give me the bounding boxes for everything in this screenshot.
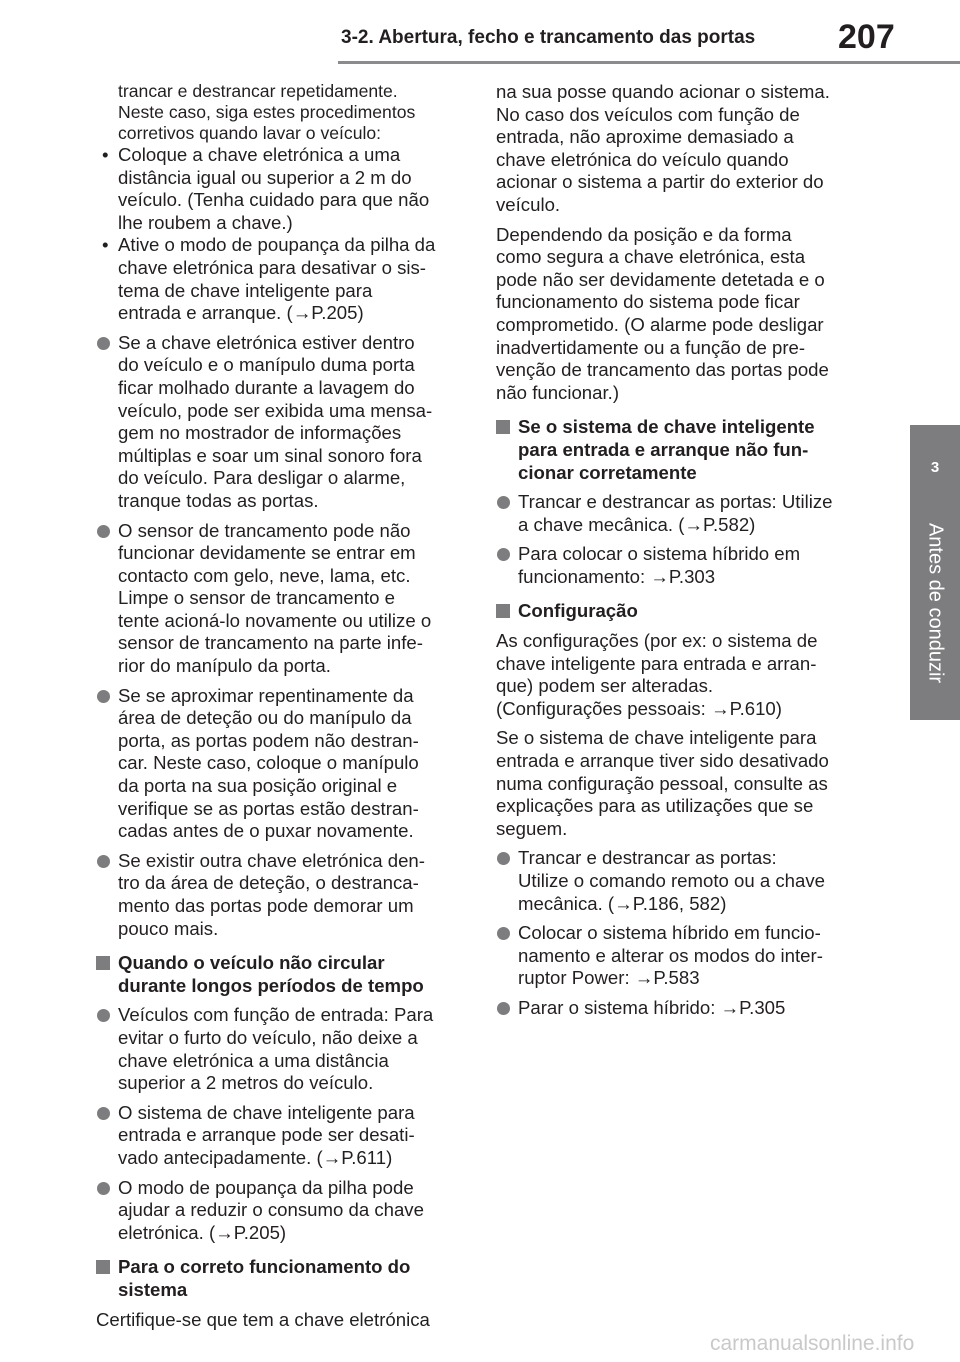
section-heading-line: Se o sistema de chave inteligente [518, 416, 815, 438]
bullet-item-line: Limpe o sensor de trancamento e [118, 587, 395, 609]
body-paragraph-line: numa configuração pessoal, consulte as [496, 772, 828, 794]
intro-paragraph-line: corretivos quando lavar o veículo: [118, 123, 382, 143]
body-paragraph-line: como segura a chave eletrónica, esta [496, 246, 806, 268]
bullet-item-line: tente acioná-lo novamente ou utilize o [118, 609, 432, 631]
bullet-item-line: Parar o sistema híbrido: →P.305 [518, 996, 786, 1018]
bullet-item-line: funcionamento: →P.303 [518, 565, 716, 587]
body-paragraph-line: Se o sistema de chave inteligente para [496, 727, 817, 749]
chapter-number: 3 [930, 459, 940, 476]
body-paragraph-line: entrada, não aproxime demasiado a [496, 126, 794, 148]
bullet-item-line: mento das portas pode demorar um [118, 895, 414, 916]
bullet-item [96, 332, 468, 513]
body-paragraph-line: seguem. [496, 817, 568, 839]
bullet-item-line: do veículo. Para desligar o alarme, [118, 467, 406, 489]
intro-paragraph-line: trancar e destrancar repetidamente. [118, 81, 398, 101]
bullet-item-line: rior do manípulo da porta. [118, 655, 331, 677]
body-paragraph-line: veículo. [496, 193, 561, 215]
bullet-item-line: namento e alterar os modos do inter- [518, 944, 823, 966]
bullet-item-line: Veículos com função de entrada: Para [118, 1004, 434, 1026]
bullet-item-line: O sensor de trancamento pode não [118, 519, 411, 541]
bullet-item-line: mecânica. (→P.186, 582) [518, 892, 727, 914]
page-number: 207 [838, 18, 895, 56]
bullet-item-line: do veículo e o manípulo duma porta [118, 354, 415, 376]
section-heading-line: Quando o veículo não circular [118, 952, 385, 974]
bullet-item-line: verifique se as portas estão destran- [118, 797, 419, 819]
sub-bullet-line: chave eletrónica para desativar o sis- [118, 256, 426, 278]
bullet-item [496, 922, 868, 990]
body-paragraph-line: acionar o sistema a partir do exterior do [496, 171, 824, 193]
bullet-item [96, 850, 468, 940]
bullet-item-line: evitar o furto do veículo, não deixe a [118, 1026, 418, 1048]
bullet-item-line: tranque todas as portas. [118, 489, 319, 511]
bullet-item-line: área de deteção ou do manípulo da [118, 707, 412, 729]
sub-bullet-line: entrada e arranque. (→P.205) [118, 302, 364, 324]
bullet-item-line: Para colocar o sistema híbrido em [518, 543, 801, 565]
section-heading-line: para entrada e arranque não fun- [518, 438, 809, 460]
sub-bullet-item [96, 234, 468, 324]
header-rule [338, 61, 960, 64]
sub-bullet-line: veículo. (Tenha cuidado para que não [118, 189, 430, 211]
sub-bullet-dot: • [102, 234, 109, 256]
body-paragraph-line: (Configurações pessoais: →P.610) [496, 697, 782, 719]
section-heading [496, 600, 868, 623]
body-paragraph-line: comprometido. (O alarme pode desligar [496, 313, 824, 335]
bullet-item [96, 685, 468, 843]
section-heading [496, 416, 868, 484]
section-heading-line: Para o correto funcionamento do [118, 1256, 411, 1278]
chapter-label: Antes de conduzir [924, 522, 947, 684]
bullet-item-line: veículo, pode ser exibida uma mensa- [118, 399, 433, 421]
body-paragraph-line: explicações para as utilizações que se [496, 795, 814, 817]
body-paragraph [496, 81, 868, 217]
bullet-item [496, 847, 868, 915]
bullet-item-line: Trancar e destrancar as portas: Utilize [518, 491, 833, 513]
bullet-item [496, 543, 868, 588]
bullet-item-line: Utilize o comando remoto ou a chave [518, 870, 825, 891]
bullet-item-line: pouco mais. [118, 917, 219, 939]
intro-paragraph-line: Neste caso, siga estes procedimentos [118, 102, 416, 122]
bullet-item [96, 1004, 468, 1094]
bullet-item-line: múltiplas e soar um sinal sonoro fora [118, 444, 422, 466]
bullet-item [96, 1177, 468, 1245]
bullet-item-line: entrada e arranque pode ser desati- [118, 1124, 415, 1146]
body-paragraph-line: entrada e arranque tiver sido desativado [496, 750, 829, 772]
body-paragraph [496, 630, 868, 720]
body-paragraph [496, 224, 868, 405]
section-heading-line: durante longos períodos de tempo [118, 974, 424, 996]
bullet-item-line: contacto com gelo, neve, lama, etc. [118, 564, 411, 586]
body-paragraph-line: chave inteligente para entrada e arran- [496, 652, 817, 674]
body-paragraph [96, 1309, 468, 1332]
bullet-item-line: ficar molhado durante a lavagem do [118, 376, 415, 398]
sub-bullet-line: tema de chave inteligente para [118, 279, 373, 301]
bullet-item-line: tro da área de deteção, o destranca- [118, 872, 419, 894]
bullet-item-line: Se a chave eletrónica estiver dentro [118, 331, 415, 353]
watermark: carmanualsonline.info [710, 1332, 915, 1355]
body-paragraph [496, 727, 868, 840]
bullet-item-line: Se existir outra chave eletrónica den- [118, 849, 425, 871]
bullet-item-line: ruptor Power: →P.583 [518, 967, 700, 989]
bullet-item [496, 491, 868, 536]
bullet-item-line: O modo de poupança da pilha pode [118, 1176, 414, 1198]
bullet-item-line: gem no mostrador de informações [118, 422, 402, 444]
sub-bullet-line [96, 234, 468, 257]
bullet-item-line: car. Neste caso, coloque o manípulo [118, 752, 419, 774]
section-heading [96, 1256, 468, 1301]
bullet-item-line: sensor de trancamento na parte infe- [118, 632, 423, 654]
body-paragraph-line: Dependendo da posição e da forma [496, 223, 792, 245]
bullet-item-line: vado antecipadamente. (→P.611) [118, 1146, 393, 1168]
bullet-item [496, 997, 868, 1020]
section-heading-line: cionar corretamente [518, 461, 697, 483]
sub-bullet-dot: • [102, 144, 109, 165]
body-paragraph-line: na sua posse quando acionar o sistema. [496, 81, 830, 102]
bullet-item-line: O sistema de chave inteligente para [118, 1101, 415, 1123]
bullet-item [96, 1102, 468, 1170]
body-paragraph-line: venção de trancamento das portas pode [496, 359, 829, 381]
body-paragraph-line: que) podem ser alteradas. [496, 675, 714, 697]
body-paragraph-line: No caso dos veículos com função de [496, 103, 800, 125]
body-paragraph-line: não funcionar.) [496, 381, 620, 403]
bullet-item-line: eletrónica. (→P.205) [118, 1221, 287, 1243]
sub-bullet-text: Ative o modo de poupança da pilha da [118, 234, 436, 256]
body-paragraph-line: Certifique-se que tem a chave eletrónica [96, 1308, 430, 1330]
bullet-item-line: cadas antes de o puxar novamente. [118, 820, 414, 842]
section-heading-line: sistema [118, 1278, 188, 1300]
body-paragraph-line: chave eletrónica do veículo quando [496, 148, 789, 170]
left-column [96, 81, 468, 1338]
bullet-item-line: funcionar devidamente se entrar em [118, 542, 416, 564]
sub-bullet-line: distância igual ou superior a 2 m do [118, 166, 412, 188]
bullet-item-line: superior a 2 metros do veículo. [118, 1072, 374, 1094]
section-heading [96, 952, 468, 997]
body-paragraph-line: funcionamento do sistema pode ficar [496, 291, 800, 313]
bullet-item-line: a chave mecânica. (→P.582) [518, 513, 756, 535]
bullet-item-line: da porta na sua posição original e [118, 775, 398, 797]
bullet-item-line: chave eletrónica a uma distância [118, 1049, 389, 1071]
body-paragraph-line: As configurações (por ex: o sistema de [496, 630, 818, 652]
sub-bullet-item [96, 144, 468, 234]
sub-bullet-text: Coloque a chave eletrónica a uma [118, 144, 401, 165]
bullet-item-line: porta, as portas podem não destran- [118, 729, 419, 751]
right-column [496, 81, 868, 1027]
bullet-item [96, 520, 468, 678]
section-heading-line: Configuração [518, 600, 638, 622]
bullet-item-line: ajudar a reduzir o consumo da chave [118, 1199, 424, 1221]
bullet-item-line: Se se aproximar repentinamente da [118, 684, 414, 706]
intro-paragraph [96, 81, 468, 144]
bullet-item-line: Colocar o sistema híbrido em funcio- [518, 922, 821, 944]
sub-bullet-line [96, 144, 468, 167]
body-paragraph-line: inadvertidamente ou a função de pre- [496, 336, 806, 358]
body-paragraph-line: pode não ser devidamente detetada e o [496, 268, 825, 290]
chapter-side-tab [910, 425, 960, 720]
page-header-title: 3-2. Abertura, fecho e trancamento das portas [341, 27, 756, 48]
sub-bullet-line: lhe roubem a chave.) [118, 211, 293, 233]
bullet-item-line: Trancar e destrancar as portas: [518, 847, 777, 869]
